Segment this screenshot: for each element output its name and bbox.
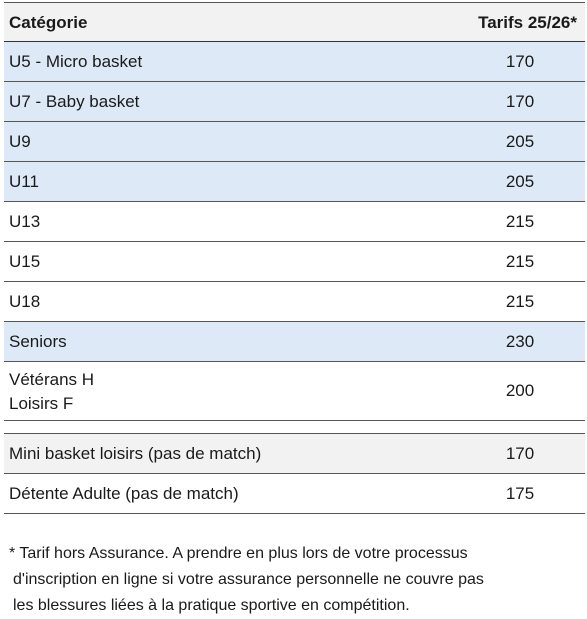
row-price: 170 — [505, 444, 535, 463]
row-category: U18 — [9, 292, 41, 311]
row-category: U9 — [9, 132, 31, 151]
row-price: 170 — [505, 52, 535, 71]
table-row — [4, 242, 585, 282]
row-price: 200 — [505, 381, 535, 400]
table-row — [4, 282, 585, 322]
table-row — [4, 474, 585, 514]
row-price: 230 — [505, 332, 535, 351]
table-row — [4, 162, 585, 202]
row-price: 175 — [505, 484, 535, 503]
header-category: Catégorie — [9, 13, 88, 32]
table-row — [4, 82, 585, 122]
table-row — [4, 362, 585, 421]
row-category: U13 — [9, 212, 41, 231]
header-price: Tarifs 25/26* — [478, 13, 577, 32]
table-header — [4, 2, 585, 42]
row-price: 205 — [505, 132, 535, 151]
row-category: Seniors — [9, 332, 67, 351]
row-category: U7 - Baby basket — [9, 92, 140, 111]
footnote-line: d'inscription en ligne si votre assurance personnelle ne couvre pas — [13, 571, 484, 588]
table-spacer — [4, 421, 585, 434]
row-category: Mini basket loisirs (pas de match) — [9, 444, 262, 463]
row-price: 215 — [505, 252, 535, 271]
footnote-line: * Tarif hors Assurance. A prendre en plus lors de votre processus — [9, 545, 468, 562]
row-price: 205 — [505, 172, 535, 191]
row-category-line: Loisirs F — [9, 394, 74, 413]
row-category: Détente Adulte (pas de match) — [9, 484, 239, 503]
row-price: 170 — [505, 92, 535, 111]
row-price: 215 — [505, 212, 535, 231]
footnote-line: les blessures liées à la pratique sportive en compétition. — [13, 597, 410, 614]
table-row — [4, 122, 585, 162]
table-row — [4, 434, 585, 474]
row-category: U11 — [9, 172, 39, 191]
row-category: U15 — [9, 252, 41, 271]
row-category-line: Vétérans H — [9, 370, 95, 389]
table-row — [4, 42, 585, 82]
footnote — [9, 541, 579, 619]
pricing-table — [4, 2, 585, 514]
row-category: U5 - Micro basket — [9, 52, 143, 71]
table-row — [4, 202, 585, 242]
row-category — [9, 368, 94, 416]
table-row — [4, 322, 585, 362]
row-price: 215 — [505, 292, 535, 311]
